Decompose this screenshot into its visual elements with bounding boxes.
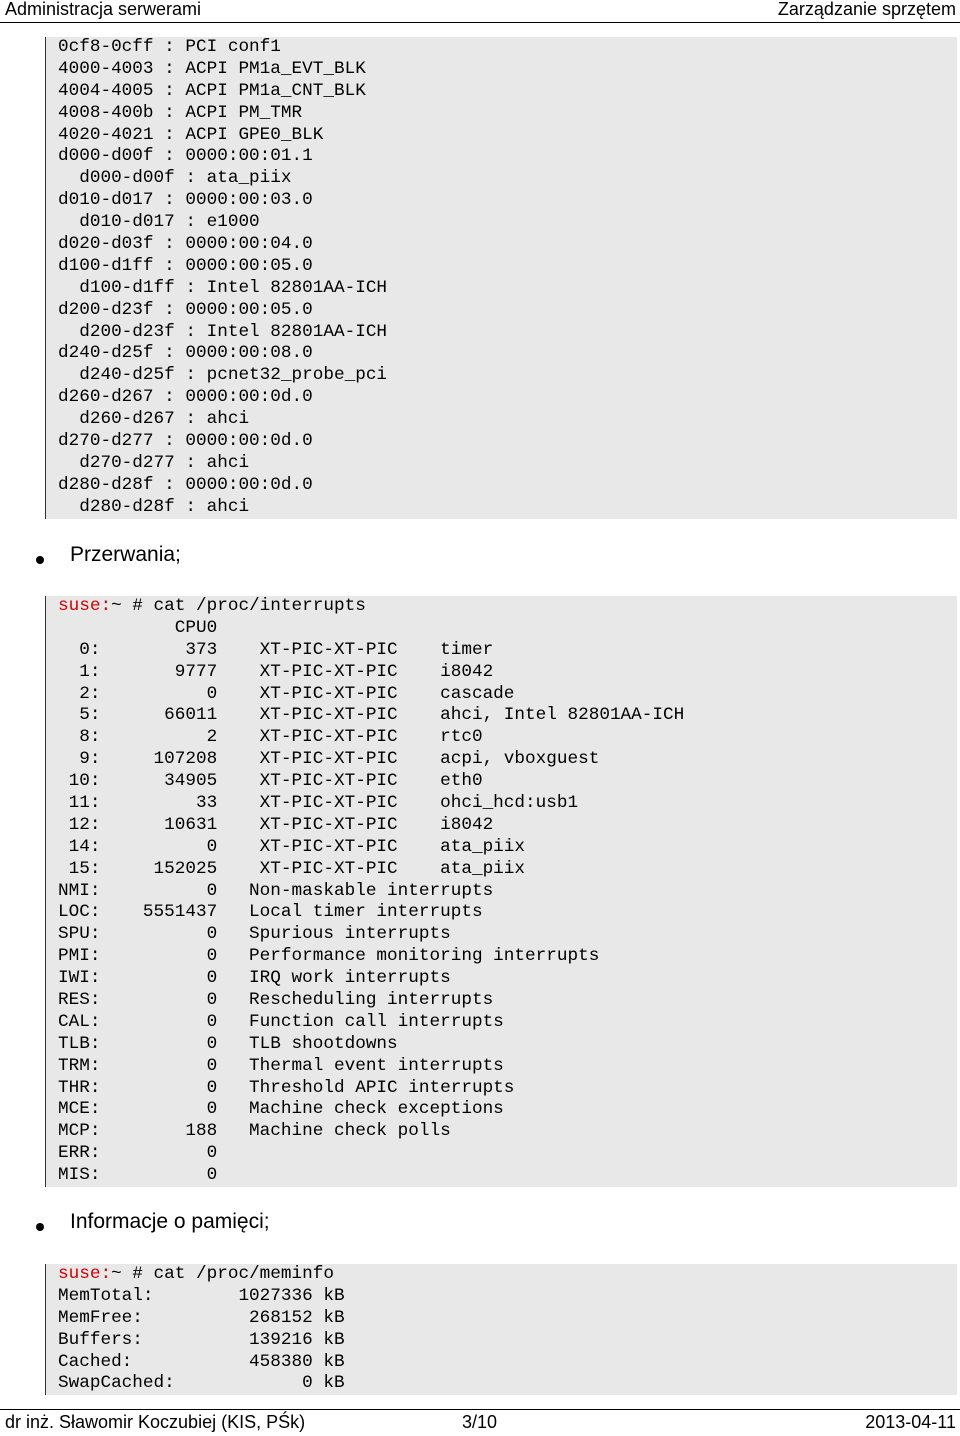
code-line: TLB: 0 TLB shootdowns xyxy=(58,1033,398,1054)
shell-command: ~ # cat /proc/interrupts xyxy=(111,596,366,616)
code-line: d010-d017 : e1000 xyxy=(58,212,260,233)
code-line: d200-d23f : 0000:00:05.0 xyxy=(58,299,313,320)
code-line: d020-d03f : 0000:00:04.0 xyxy=(58,234,313,255)
code-line: MIS: 0 xyxy=(58,1165,218,1186)
code-line: ERR: 0 xyxy=(58,1143,218,1164)
header-section: Zarządzanie sprzętem xyxy=(777,0,956,19)
code-line: 4000-4003 : ACPI PM1a_EVT_BLK xyxy=(58,58,366,79)
code-line: 4004-4005 : ACPI PM1a_CNT_BLK xyxy=(58,80,366,101)
header-title: Administracja serwerami xyxy=(5,0,202,19)
code-line: d240-d25f : pcnet32_probe_pci xyxy=(58,365,388,386)
code-line: d000-d00f : ata_piix xyxy=(58,168,292,189)
code-line: 14: 0 XT-PIC-XT-PIC ata_piix xyxy=(58,836,526,857)
code-line: d280-d28f : ahci xyxy=(58,496,250,517)
command-line xyxy=(58,1264,957,1286)
code-line: 1: 9777 XT-PIC-XT-PIC i8042 xyxy=(58,661,494,682)
shell-command: ~ # cat /proc/meminfo xyxy=(111,1264,334,1284)
meminfo-code-block xyxy=(45,1264,957,1395)
code-line: MCP: 188 Machine check polls xyxy=(58,1121,451,1142)
code-line: CPU0 xyxy=(58,617,218,638)
code-line: 12: 10631 XT-PIC-XT-PIC i8042 xyxy=(58,814,494,835)
section-heading-memory: Informacje o pamięci; xyxy=(70,1210,270,1233)
shell-prompt: suse: xyxy=(58,596,112,616)
footer-rule xyxy=(0,1409,960,1410)
bullet-icon xyxy=(36,1223,44,1231)
footer-page-number: 3/10 xyxy=(462,1412,498,1432)
code-line: TRM: 0 Thermal event interrupts xyxy=(58,1055,504,1076)
code-line: d100-d1ff : 0000:00:05.0 xyxy=(58,255,313,276)
code-line: NMI: 0 Non-maskable interrupts xyxy=(58,880,494,901)
code-line: 11: 33 XT-PIC-XT-PIC ohci_hcd:usb1 xyxy=(58,793,579,814)
code-line: d270-d277 : ahci xyxy=(58,452,250,473)
code-line: 10: 34905 XT-PIC-XT-PIC eth0 xyxy=(58,771,483,792)
code-line: d260-d267 : 0000:00:0d.0 xyxy=(58,387,313,408)
code-line: d010-d017 : 0000:00:03.0 xyxy=(58,190,313,211)
code-line: 0cf8-0cff : PCI conf1 xyxy=(58,37,281,57)
bullet-icon xyxy=(36,556,44,564)
code-line: Cached: 458380 kB xyxy=(58,1351,345,1372)
code-line: IWI: 0 IRQ work interrupts xyxy=(58,968,451,989)
code-line: 0: 373 XT-PIC-XT-PIC timer xyxy=(58,639,494,660)
header-rule xyxy=(0,22,960,23)
code-line: 5: 66011 XT-PIC-XT-PIC ahci, Intel 82801AA-ICH xyxy=(58,705,685,726)
command-line xyxy=(58,596,957,618)
code-line: d000-d00f : 0000:00:01.1 xyxy=(58,146,313,167)
footer-author: dr inż. Sławomir Koczubiej (KIS, PŚk) xyxy=(5,1412,306,1432)
code-line: Buffers: 139216 kB xyxy=(58,1329,345,1350)
code-line: MemFree: 268152 kB xyxy=(58,1307,345,1328)
shell-prompt: suse: xyxy=(58,1264,112,1284)
code-line: LOC: 5551437 Local timer interrupts xyxy=(58,902,483,923)
code-line: MCE: 0 Machine check exceptions xyxy=(58,1099,504,1120)
page-footer xyxy=(0,1412,960,1436)
ioports-code-block xyxy=(45,37,957,519)
code-line: d270-d277 : 0000:00:0d.0 xyxy=(58,431,313,452)
code-line: MemTotal: 1027336 kB xyxy=(58,1285,345,1306)
code-line: PMI: 0 Performance monitoring interrupts xyxy=(58,946,600,967)
code-line: THR: 0 Threshold APIC interrupts xyxy=(58,1077,515,1098)
code-line: 4020-4021 : ACPI GPE0_BLK xyxy=(58,124,324,145)
code-line: d280-d28f : 0000:00:0d.0 xyxy=(58,474,313,495)
code-line: d260-d267 : ahci xyxy=(58,409,250,430)
code-line: 8: 2 XT-PIC-XT-PIC rtc0 xyxy=(58,727,483,748)
code-line: d100-d1ff : Intel 82801AA-ICH xyxy=(58,277,388,298)
code-line: CAL: 0 Function call interrupts xyxy=(58,1011,504,1032)
code-line: SPU: 0 Spurious interrupts xyxy=(58,924,451,945)
code-line: d200-d23f : Intel 82801AA-ICH xyxy=(58,321,388,342)
code-line: RES: 0 Rescheduling interrupts xyxy=(58,990,494,1011)
section-heading-interrupts: Przerwania; xyxy=(70,543,181,566)
code-line: SwapCached: 0 kB xyxy=(58,1373,345,1394)
page-header xyxy=(0,0,960,22)
code-line: 2: 0 XT-PIC-XT-PIC cascade xyxy=(58,683,515,704)
code-line: 4008-400b : ACPI PM_TMR xyxy=(58,102,303,123)
code-line: 15: 152025 XT-PIC-XT-PIC ata_piix xyxy=(58,858,526,879)
interrupts-code-block xyxy=(45,596,957,1187)
footer-date: 2013-04-11 xyxy=(865,1412,956,1432)
code-line: 9: 107208 XT-PIC-XT-PIC acpi, vboxguest xyxy=(58,749,600,770)
code-line: d240-d25f : 0000:00:08.0 xyxy=(58,343,313,364)
